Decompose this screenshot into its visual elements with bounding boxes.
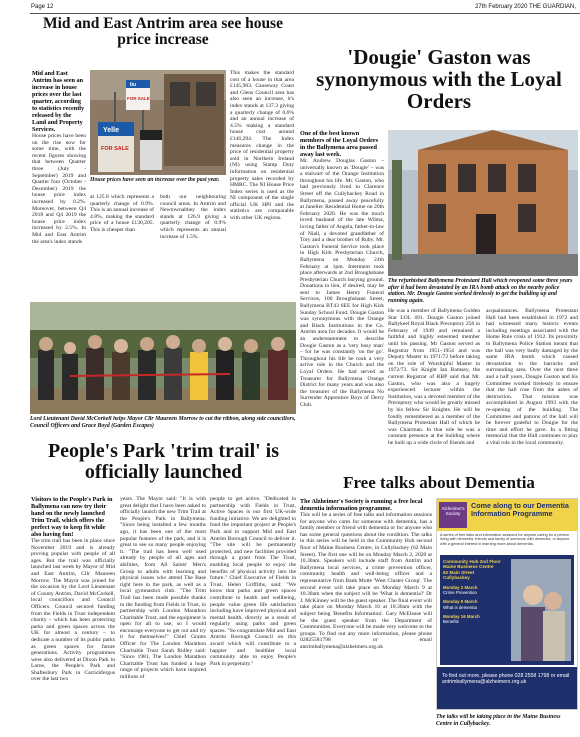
sign-brand-text-2: bu [130,82,137,88]
house-column-2: at 125.8 which represents a quarterly change of 0.9%. This is an annual increase of 4.8%, making the standard price of a house £130,205. This is cheaper than [90,194,154,233]
park-photo-caption: Lord Lieutenant David McCorkell helps Mayor Cllr Maureen Morrow to cut the ribbon, along side councillors, Council Officers and Grace Boyd (Garden Escapes) [30,416,296,429]
park-column-2: years. The Mayor said: "It is with great delight that I have been asked to officially launch the new Trim Trail at the People's Park in Ballymena. "Since being installed a few months ago, it has been one of the most popular features of the park, and it is great to see so many people enjoying it. "The trail has been well used already by people of all ages and abilities, from All Saints' Men's Group to adults with learning and physical issues who attend The Base right here in the park, as well as a local gymnastics club. "The Trim Trail has been made possible thanks to the funding from Fields in Trust, in partnership with London Marathon Charitable Trust, and the equipment is open for all to use, so I would encourage everyone to get out and try it for themselves!" Chief Grants Officer for The London Marathon Charitable Trust Sarah Ridley said: "Since 1981, The London Marathon Charitable Trust has funded a huge range of projects which have inspired millions of [120,496,206,681]
header-rule [30,13,580,14]
for-sale-signs-image [90,70,226,175]
page-number: Page 12 [31,4,54,10]
park-photo [30,302,296,414]
house-body-1: House prices have been on the rise now for some time, with the recent figures showing that between Quarter three (July - September) 2019 and Quarter four (October - December) 2019 the house price index increased by 0.2%. Moreover, between Q4 2018 and Q4 2019 the house price index increased by 2.5%. In Mid and East Antrim the area's index stands [32,133,86,245]
poster-intro: A series of free talks and information sessions for anyone caring for a person living with dementia, friends and family of someone with dementia, or anyone with a general interest in learning more about dementia. [440,533,570,546]
date-and-paper: 27th February 2020 THE GUARDIAN, [475,4,576,10]
gaston-headline: 'Dougie' Gaston was synonymous with the Loyal Orders [316,45,562,113]
dementia-headline: Free talks about Dementia [343,473,535,492]
house-headline: Mid and East Antrim area see house price increase [43,15,283,48]
gaston-column-2: He was a member of Ballymena Golden Star LOL 491. Dougie Gaston joined Ballykeel Royal Black Preceptory 258 in February of 1949 and remained a faithful and highly esteemed member until his passing. Mr Gaston served as Registrar from 1951–1954 and was Deputy Master in 1971/72 before taking on the role of Worshipful Master in 1972/73. Sir Knight Ian Ramsey, the current Registrar of RBP said that Mr. Gaston, who was also a hugely experienced lecturer within the Institution, was a devoted member of the Preceptory who would be greatly missed by his fellow Sir Knights. He will be fondly remembered as a member of the Ballymena Protestant Hall of which he was Chairman. In that role he was a constant presence at the building where he built up a wide circle of friends and [388,308,480,446]
alzheimers-logo: Alzheimer's Society [439,502,467,528]
gaston-lead: One of the best known members of the Loyal Orders in the Ballymena area passed away last week. [300,130,379,158]
park-headline: People's Park 'trim trail' is officially launched [47,440,280,483]
poster-schedule: Monday 2 March Crime Prevention Monday 9 March What is dementia Monday 16 March Benefits [443,585,480,625]
sign-brand-text: Yelle [103,127,119,134]
gaston-body-1: Mr. Andrew Douglas Gaston – universally known as 'Dougie' – was a stalwart of the Orange Institution throughout his life. Mr. Gaston, who had previously lived in Clarence Street off the Cullybackey Road in Ballymena, passed away peacefully at Janeliec Residential Home on 20th February 2020. He was the much loved husband of the late Wilma, loving father of Angela, father-in-law of Niall, a devoted grandfather of Tory and a dear brother of Ruby. Mr. Gaston's Funeral Service took place in High Kirk Presbyterian Church, Ballymena on Monday 24th February at 1pm. Interment took place afterwards at 2nd Broughshane Presbyterian Church burying ground. Donations in lieu, if desired, may be sent to James Henry Funeral Services, 100 Broughshane Street, Ballymena BT43 6EE for High Kirk Sunday School Fund. Dougie Gaston was synonymous with the Orange and Black Institutions in the Co. Antrim area for decades. It would be an understatement to describe Dougie Gaston as a 'very busy man' – for he was constantly 'on the go'. Throughout his life he took a very active role in the Church and the Loyal Orders. He had served as Treasurer for Ballymena Orange District for many years and was also the treasurer of the Ballymena No Surrender Apprentice Boys of Derry Club. [300,158,384,408]
house-column-1 [32,70,86,300]
dementia-caption: The talks will be taking place in the Maine Business Centre in Cullybackey. [436,714,561,727]
house-column-3: both our neighbouring council areas. In Antrim and Newtownabbey the index stands at 126.9 giving a quarterly change of 0.9% which represents an annual increase of 1.5%. [160,194,226,240]
hall-caption: The refurbished Ballymena Protestant Hall which reopened some three years after it had been devastated by an IRA bomb attack on the nearby police station. Mr. Dougie Gaston worked tirelessly to get the building up and running again. [388,278,573,304]
hall-photo [388,130,578,276]
dementia-column [300,498,432,732]
house-photo [90,70,226,175]
sign-for-sale-text: FOR SALE [101,146,129,152]
gaston-column-3: acquaintances. Ballymena Protestant Hall had been established in 1972 and had witnessed many historic events including meetings associated with the Home Rule crisis of 1912. Its proximity to Ballymena Police Station meant that the hall was very badly damaged by the same IRA bomb which caused devastation to the barracks and surrounding area. Over the next three and a half years, Dougie Gaston and his Committee worked tirelessly to ensure that the hall rose from the ashes of destruction. That mission was accomplished in August 1993 with the re-opening of the building. The Committee and patrons of the hall will be forever grateful to Dougie for the time and effort he gave. In a fitting memorial that the Hall continues to play a vital role in the local community. [486,308,578,446]
park-column-1 [31,496,115,732]
park-lead: Visitors to the People's Park in Ballymena can now try their hand on the newly launched Trim Trail, which offers the perfect way to keep fit while also having fun! [31,496,113,538]
dementia-lead: The Alzheimer's Society is running a free local dementia information programme. [300,498,423,512]
poster-photo [511,559,571,661]
house-column-4: This makes the standard cost of a house in that area £145,903. Causeway Coast and Glens Council area has also seen an increase, it's index stands at 137.3 giving a quarterly change of 0.6% and an annual increase of 4.5% making a standard house cost around £146,294. The Index measures change in the price of residential property sold in Northern Ireland (NI) using Stamp Duty information on residential property sales recorded by HMRC. The NI House Price Index series is used as the NI component of the single official UK HPI and the statistics are comparable with other UK regions. [230,70,294,222]
ribbon-cutting-image [30,302,296,414]
protestant-hall-image [388,130,578,276]
poster-title: Come along to our Dementia Information Programme [471,501,569,518]
gaston-column-1 [300,130,384,468]
poster-people-image [511,559,571,661]
dementia-body: This will be a series of free talks and information sessions for anyone who cares for someone with dementia, has a family member or friend with dementia or for anyone who has some general questions about the condition. The talks in this series will be held in the Community Hub second floor of Maine Business Centre, in Cullybackey (62 Main Street). The first one will be on Monday March 2, 2020 at 10.30am. Speakers will include staff from Antrim and Ballymena local services, a crime prevention officer, community health and well-being officer and a representative from Bank Mutte 'West Cluster Group'. The second event will take place on Monday March 9 at 10.30am when the subject will be 'What is dementia?' Dr J. McKinney will be the guest speaker. The final event will take place on Monday March 16 at 10.30am with the subject being 'Benefits Information'. Gary McElease will be the guest speaker from the Department of Communities. Everyone will be made very welcome to the groups. To find out any more information, please phone 02825581798 or email antrimballymena@alzheimers.org.uk [300,512,432,650]
house-caption: House prices have seen an increase over the past year. [90,177,220,183]
poster-footer: To find out more, please phone 028 2558 1798 or email antrimballymena@alzheimers.org.uk [437,667,577,709]
park-column-3: people to get active. "Dedicated in partnership with Fields in Trust, Active Spaces is our first UK-wide funding initiative. We are delighted to fund the important project at People's Park and to support Mid and East Antrim Borough Council to deliver it. "The site will be permanently protected, and new facilities provided through a grant from The Trust, enabling local people to enjoy the benefits of physical activity into the future." Chief Executive of Fields in Trust, Helen Griffiths, said: "We know that parks and green spaces contribute to health and wellbeing, people value green life satisfaction including have improved physical and mental health, directly as a result of regularly using parks and green spaces. "So congratulate Mid and East Antrim Borough Council on this award which will contribute to a happier and healthier local community able to enjoy People's Park in perpetuity." [210,496,296,667]
house-lead: Mid and East Antrim has seen an increase in house prices over the last quarter, according to statistics recently released by the Land and Property Services. [32,70,85,133]
dementia-poster [436,498,578,710]
poster-venue: Community Hub 2nd Floor Maine Business Centre 62 Main Street Cullybackey [443,559,501,581]
park-body-1: The trim trail has been in place since November 2019 and is already proving popular with people of all ages. But the trail was officially launched last week by Mayor of Mid and East Antrim, Cllr Maureen Morrow. The Mayor was joined for the occasion by the Lord Lieutenant of County Antrim, David McCorkell, local councillors and Council Officers. Council secured funding from the Fields in Trust independent charity – which has been protecting parks and green spaces across the UK for almost a century – to dedicate a number of its public parks as green spaces for future generations. Activity programmes were also delivered at Dixon Park in Larne, the People's Park and Shaftesbury Park in Carrickfergus over the last two [31,538,115,683]
sign-for-sale-text-2: FOR SALE [127,96,150,101]
